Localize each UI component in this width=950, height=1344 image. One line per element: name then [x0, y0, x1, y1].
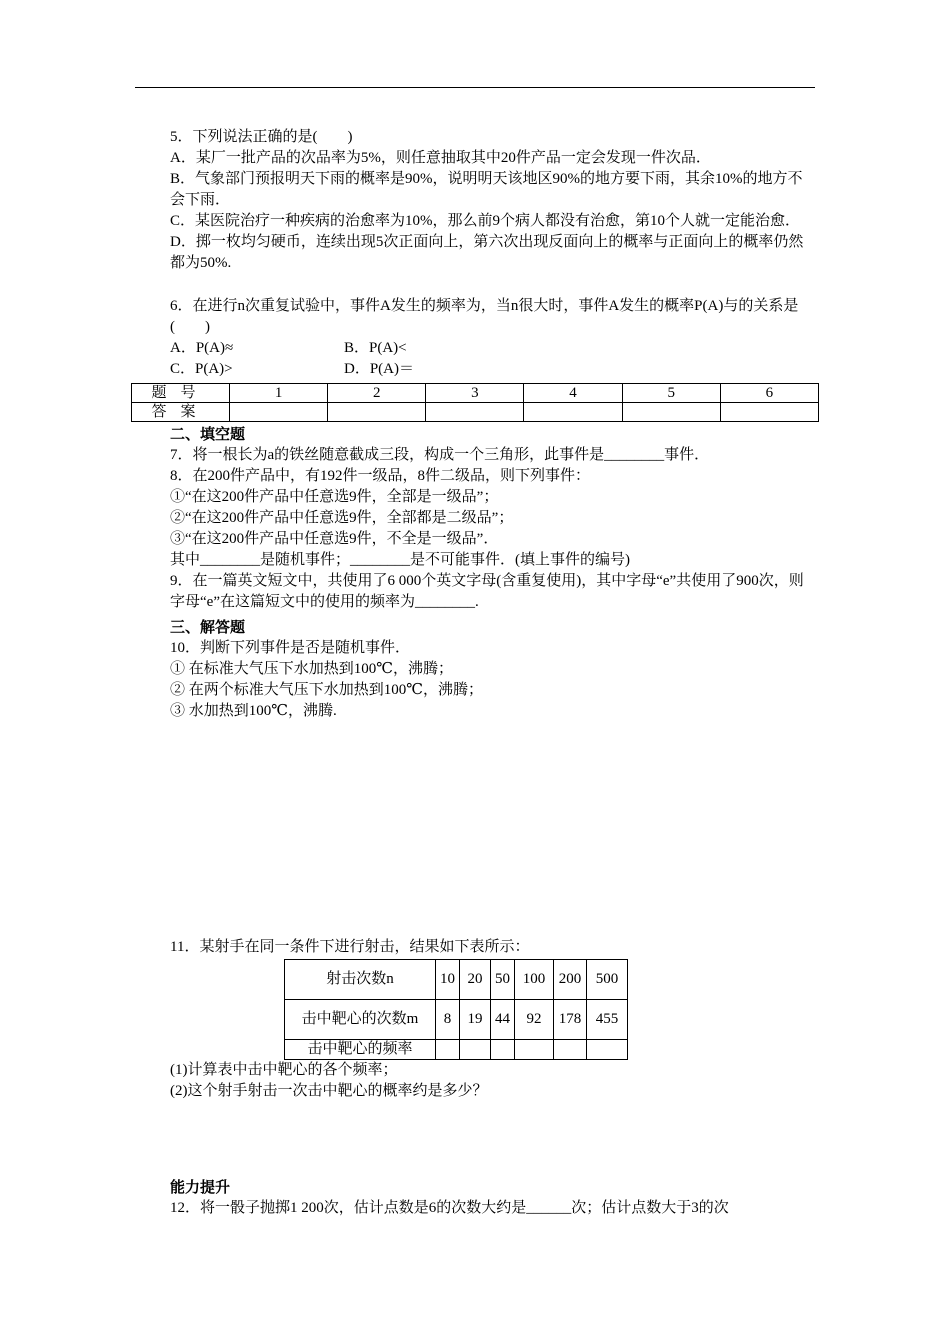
- q11-stem: 11．某射手在同一条件下进行射击，结果如下表所示：: [170, 939, 530, 955]
- shooting-m-cell: 455: [587, 1000, 628, 1040]
- answer-table-number: 3: [426, 384, 524, 403]
- q8-item-2: ②“在这200件产品中任意选9件，全部都是二级品”；: [170, 510, 514, 526]
- shooting-freq-cell[interactable]: [436, 1040, 460, 1060]
- q5-option-d: D．掷一枚均匀硬币，连续出现5次正面向上，第六次出现反面向上的概率与正面向上的概率仍然都为50%.: [170, 234, 804, 271]
- answer-cell[interactable]: [622, 403, 720, 422]
- q6-stem: 6．在进行n次重复试验中，事件A发生的频率为，当n很大时，事件A发生的概率P(A)与的关系是( ): [170, 298, 799, 335]
- q5-option-a: A．某厂一批产品的次品率为5%，则任意抽取其中20件产品一定会发现一件次品．: [170, 150, 711, 166]
- shooting-m-cell: 8: [436, 1000, 460, 1040]
- q8-item-1: ①“在这200件产品中任意选9件，全部是一级品”；: [170, 489, 499, 505]
- section-solve: [170, 617, 816, 722]
- shooting-freq-cell[interactable]: [515, 1040, 554, 1060]
- shooting-n-cell: 50: [491, 960, 515, 1000]
- answer-table-number: 2: [328, 384, 426, 403]
- q5-option-b: B．气象部门预报明天下雨的概率是90%，说明明天该地区90%的地方要下雨，其余10%的地方不会下雨．: [170, 171, 803, 208]
- shooting-n-cell: 500: [587, 960, 628, 1000]
- shooting-head-m: 击中靶心的次数m: [285, 1000, 436, 1040]
- header-rule: [135, 87, 815, 88]
- question-6: [170, 296, 816, 380]
- question-12: 12．将一骰子抛掷1 200次，估计点数是6的次数大约是______次；估计点数大于3的次: [170, 1200, 729, 1216]
- q10-item-3: ③ 水加热到100℃，沸腾.: [170, 703, 337, 719]
- answer-table: [131, 383, 819, 422]
- answer-table-row-answer: [132, 403, 819, 422]
- shooting-n-cell: 200: [554, 960, 587, 1000]
- q10-item-1: ① 在标准大气压下水加热到100℃，沸腾；: [170, 661, 454, 677]
- shooting-m-cell: 44: [491, 1000, 515, 1040]
- question-11: [170, 937, 816, 958]
- q6-option-b: B．P(A)<: [344, 340, 407, 356]
- answer-table-head-number: 题号: [132, 384, 230, 403]
- question-10: 10．判断下列事件是否是随机事件．: [170, 640, 411, 656]
- question-8: 8．在200件产品中，有192件一级品，8件二级品，则下列事件：: [170, 468, 591, 484]
- shooting-head-freq: 击中靶心的频率: [285, 1040, 436, 1060]
- q8-item-3: ③“在这200件产品中任意选9件，不全是一级品”．: [170, 531, 499, 547]
- answer-table-head-answer: 答案: [132, 403, 230, 422]
- answer-cell[interactable]: [524, 403, 622, 422]
- shooting-n-cell: 20: [460, 960, 491, 1000]
- q6-options-row2: [170, 359, 816, 380]
- answer-table-row-number: [132, 384, 819, 403]
- q6-option-d: D．P(A)＝: [344, 361, 414, 377]
- q6-option-c: C．P(A)>: [170, 361, 233, 377]
- shooting-row-m: [285, 1000, 628, 1040]
- shooting-m-cell: 92: [515, 1000, 554, 1040]
- q11-part-1: (1)计算表中击中靶心的各个频率；: [170, 1062, 398, 1078]
- q5-stem: 5．下列说法正确的是( ): [170, 129, 353, 145]
- section-advanced: [170, 1177, 816, 1219]
- section-fill-in: [170, 424, 816, 613]
- q11-part-2: (2)这个射手射击一次击中靶心的概率约是多少？: [170, 1083, 488, 1099]
- shooting-freq-cell[interactable]: [491, 1040, 515, 1060]
- shooting-m-cell: 178: [554, 1000, 587, 1040]
- q5-option-c: C．某医院治疗一种疾病的治愈率为10%，那么前9个病人都没有治愈，第10个人就一定能治愈．: [170, 213, 801, 229]
- q11-parts: [170, 1060, 816, 1102]
- shooting-n-cell: 100: [515, 960, 554, 1000]
- shooting-m-cell: 19: [460, 1000, 491, 1040]
- answer-cell[interactable]: [328, 403, 426, 422]
- shooting-row-n: [285, 960, 628, 1000]
- shooting-freq-cell[interactable]: [554, 1040, 587, 1060]
- shooting-row-freq: [285, 1040, 628, 1060]
- answer-table-number: 4: [524, 384, 622, 403]
- section-2-title: 二、填空题: [170, 426, 246, 443]
- q8-prompt: 其中________是随机事件；________是不可能事件．(填上事件的编号): [170, 552, 630, 568]
- shooting-freq-cell[interactable]: [460, 1040, 491, 1060]
- q6-options-row1: [170, 338, 816, 359]
- shooting-head-n: 射击次数n: [285, 960, 436, 1000]
- answer-table-number: 1: [230, 384, 328, 403]
- question-5: [170, 127, 816, 274]
- shooting-n-cell: 10: [436, 960, 460, 1000]
- shooting-table: [284, 959, 628, 1060]
- q10-item-2: ② 在两个标准大气压下水加热到100℃，沸腾；: [170, 682, 484, 698]
- answer-cell[interactable]: [720, 403, 818, 422]
- question-9: 9．在一篇英文短文中，共使用了6 000个英文字母(含重复使用)，其中字母“e”共使用了900次，则字母“e”在这篇短文中的使用的频率为________.: [170, 573, 804, 610]
- answer-cell[interactable]: [230, 403, 328, 422]
- answer-table-number: 5: [622, 384, 720, 403]
- answer-table-number: 6: [720, 384, 818, 403]
- question-7: 7．将一根长为a的铁丝随意截成三段，构成一个三角形，此事件是________事件．: [170, 447, 710, 463]
- q6-option-a: A．P(A)≈: [170, 340, 234, 356]
- answer-cell[interactable]: [426, 403, 524, 422]
- section-4-title: 能力提升: [170, 1179, 231, 1196]
- shooting-freq-cell[interactable]: [587, 1040, 628, 1060]
- section-3-title: 三、解答题: [170, 619, 246, 636]
